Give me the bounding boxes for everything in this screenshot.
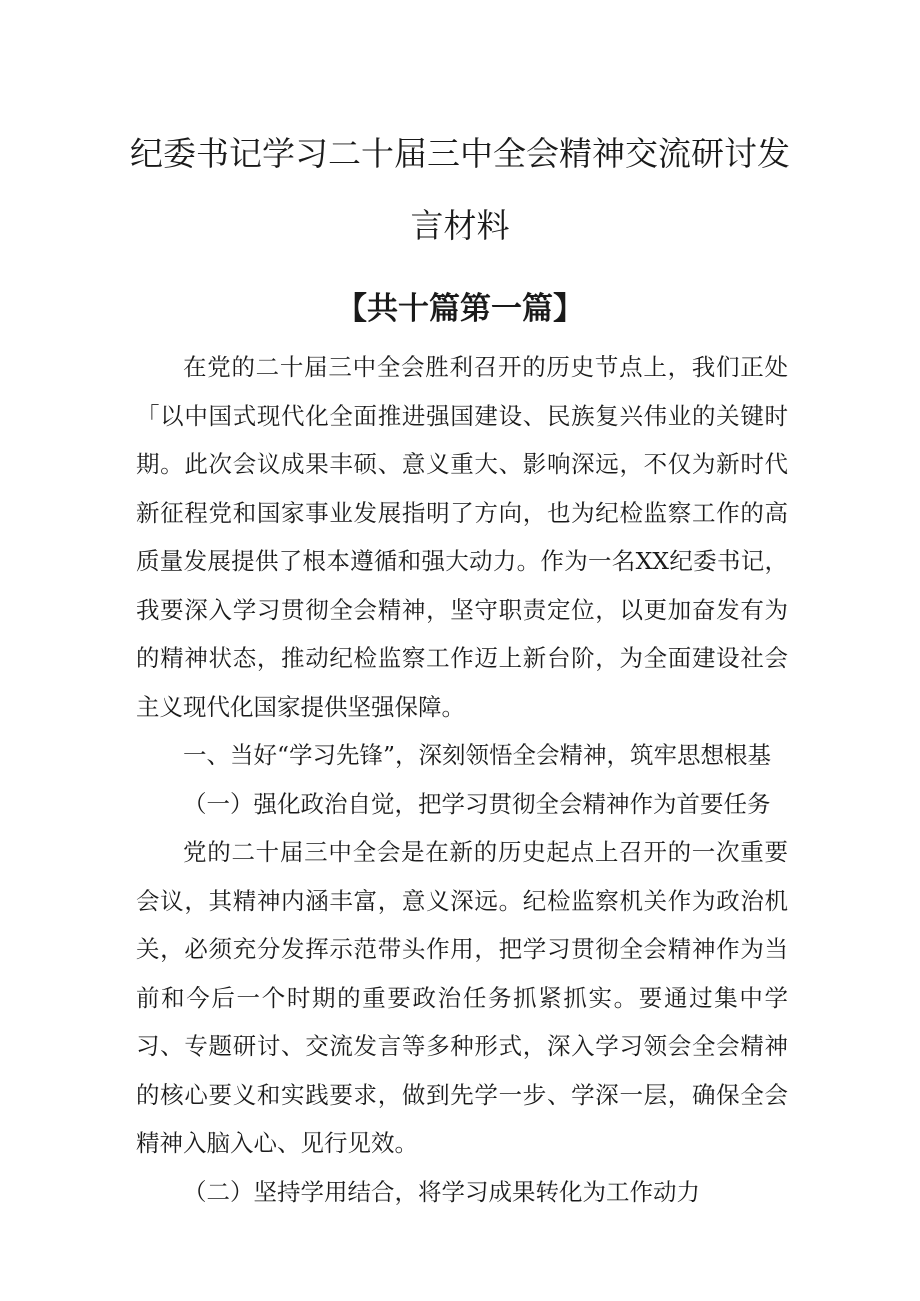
section-heading-1: 一、当好“学习先锋”，深刻领悟全会精神，筑牢思想根基 (183, 741, 772, 769)
subsection-heading-1-2: （二）坚持学用结合，将学习成果转化为工作动力 (183, 1178, 700, 1206)
document-title-line1: 纪委书记学习二十届三中全会精神交流研讨发 (130, 134, 790, 173)
subsection-heading-1-1: （一）强化政治自觉，把学习贯彻全会精神作为首要任务 (183, 790, 771, 818)
section-paragraph-1-1: 党的二十届三中全会是在新的历史起点上召开的一次重要会议，其精神内涵丰富，意义深远。纪检监察机关作为政治机关，必须充分发挥示范带头作用，把学习贯彻全会精神作为当前和今后一个时期的重要政治任务抓紧抓实。要通过集中学习、专题研讨、交流发言等多种形式，深入学习领会全会精神的核心要义和实践要求，做到先学一步、学深一层，确保全会精神入脑入心、见行见效。 (136, 838, 788, 1157)
document-title-line2: 言材料 (410, 206, 510, 245)
document-subtitle: 【共十篇第一篇】 (336, 291, 584, 327)
intro-paragraph: 在党的二十届三中全会胜利召开的历史节点上，我们正处「以中国式现代化全面推进强国建设、民族复兴伟业的关键时期。此次会议成果丰硕、意义重大、影响深远，不仅为新时代新征程党和国家事业发展指明了方向，也为纪检监察工作的高质量发展提供了根本遵循和强大动力。作为一名XX纪委书记，我要深入学习贯彻全会精神，坚守职责定位，以更加奋发有为的精神状态，推动纪检监察工作迈上新台阶，为全面建设社会主义现代化国家提供坚强保障。 (136, 353, 788, 721)
